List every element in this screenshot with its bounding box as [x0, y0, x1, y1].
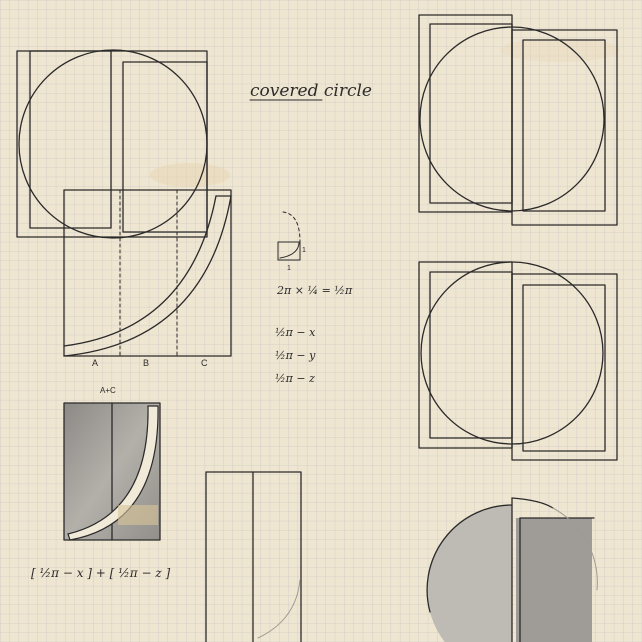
equation-quarter-area: 2π × ¼ = ½π	[277, 284, 353, 297]
shaded-a-plus-c	[64, 403, 160, 540]
equation-x: ½π − x	[275, 326, 316, 339]
label-c: C	[201, 358, 208, 368]
combined-label: A+C	[100, 386, 116, 395]
unit-side-label: 1	[302, 247, 306, 254]
right-shaded-block	[516, 518, 592, 642]
page-title: covered circle	[250, 81, 372, 101]
label-a: A	[92, 358, 99, 368]
paper-stain	[500, 38, 620, 62]
unit-bottom-label: 1	[287, 265, 291, 272]
sum-expression: [ ½π − x ] + [ ½π − z ]	[31, 566, 171, 580]
equation-y: ½π − y	[275, 349, 316, 362]
paper-stain	[150, 163, 230, 187]
tape-stain	[118, 505, 158, 525]
label-b: B	[143, 358, 150, 368]
equation-z: ½π − z	[275, 372, 315, 385]
